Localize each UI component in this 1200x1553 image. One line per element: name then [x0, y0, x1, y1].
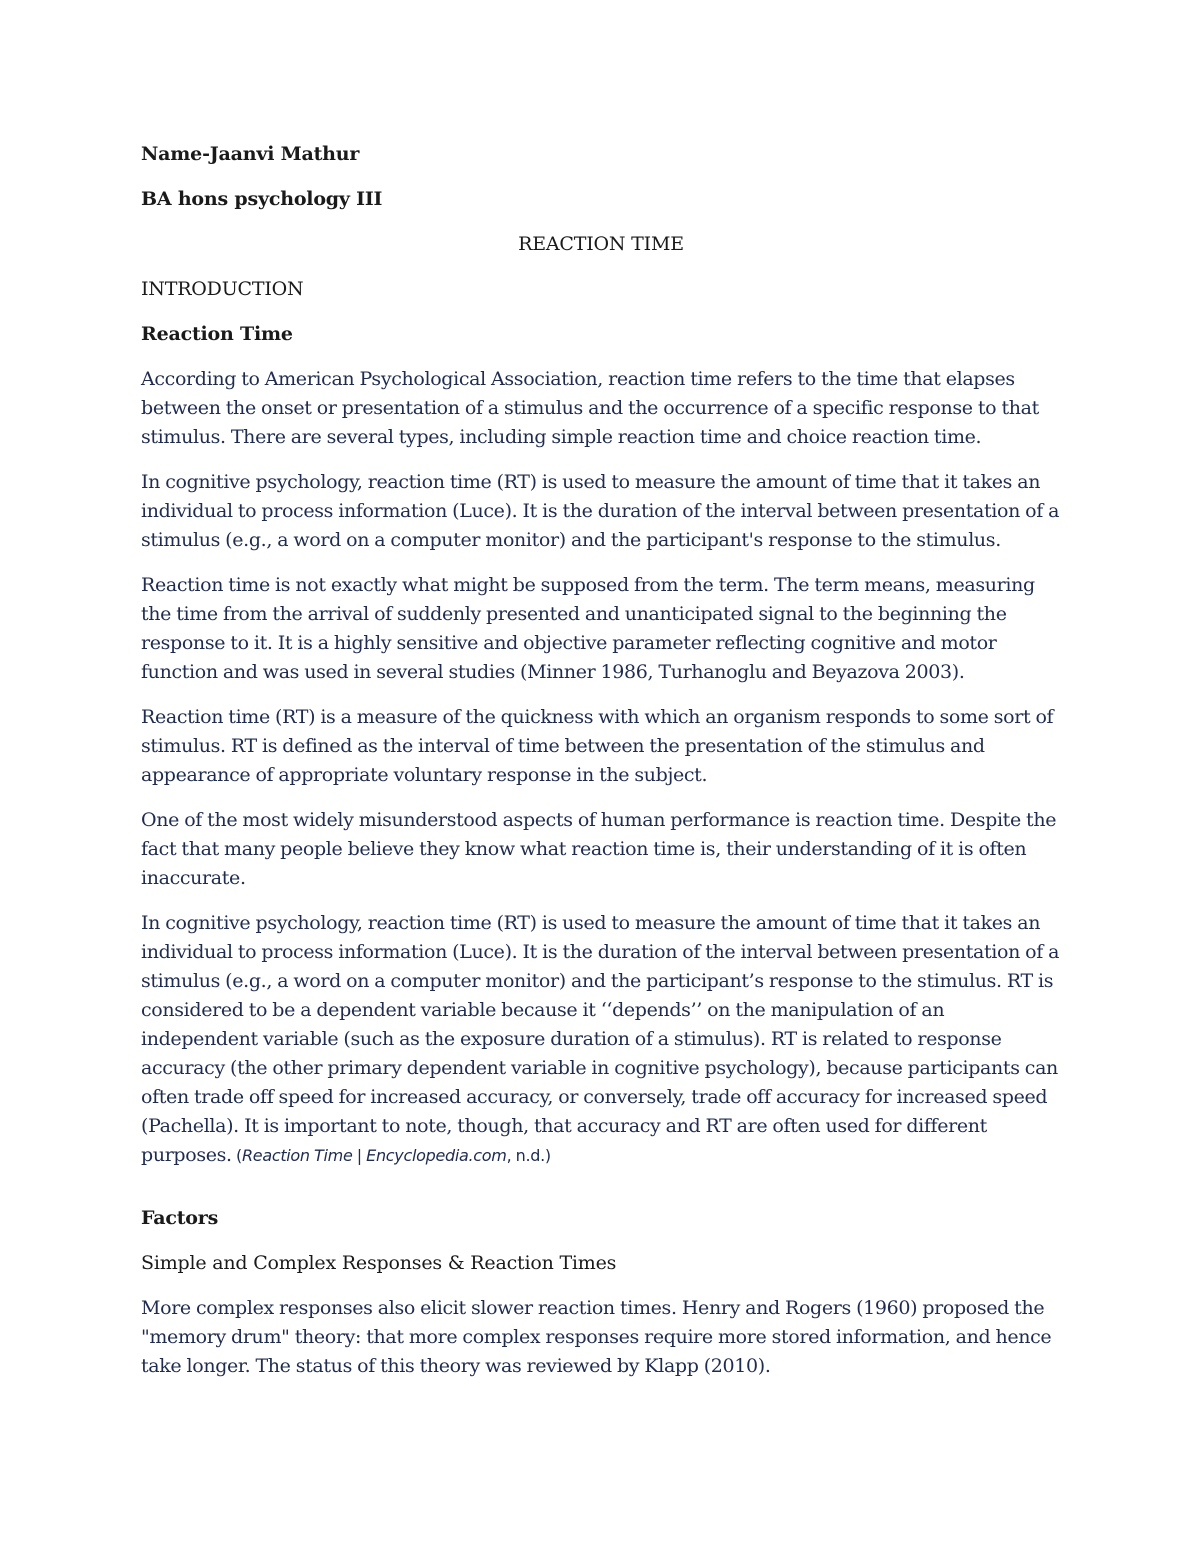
document-page [141, 140, 1061, 1397]
subheading-reaction-time: Reaction Time [141, 323, 293, 345]
document-title: REACTION TIME [518, 233, 684, 255]
subheading-simple-complex: Simple and Complex Responses & Reaction Times [141, 1252, 617, 1274]
citation-source: Reaction Time | Encyclopedia.com [241, 1146, 507, 1165]
intro-paragraph: Reaction time is not exactly what might be supposed from the term. The term means, measuring the time from the arrival of suddenly presented and unanticipated signal to the beginning the response to it. It is a highly sensitive and objective parameter reflecting cognitive and motor function and was used in several studies (Minner 1986, Turhanoglu and Beyazova 2003). [141, 574, 1035, 683]
section-heading-factors: Factors [141, 1207, 219, 1229]
section-heading-introduction: INTRODUCTION [141, 278, 304, 300]
student-name: Name-Jaanvi Mathur [141, 143, 360, 165]
citation-open: ( [231, 1146, 242, 1165]
citation [232, 1146, 551, 1165]
section-spacer [141, 1186, 1061, 1204]
intro-paragraph: One of the most widely misunderstood aspects of human performance is reaction time. Despite the fact that many people believe they know what reaction time is, their understanding of it is often inaccurate. [141, 809, 1057, 889]
long-paragraph-text: In cognitive psychology, reaction time (RT) is used to measure the amount of time that it takes an individual to process information (Luce). It is the duration of the interval between presentation of a stimulus (e.g., a word on a computer monitor) and the participant’s response to the stimulus. RT is considered to be a dependent variable because it ‘‘depends’’ on the manipulation of an independent variable (such as the exposure duration of a stimulus). RT is related to response accuracy (the other primary dependent variable in cognitive psychology), because participants can often trade off speed for increased accuracy, or conversely, trade off accuracy for increased speed (Pachella). It is important to note, though, that accuracy and RT are often used for different purposes. [141, 912, 1060, 1166]
intro-paragraph: Reaction time (RT) is a measure of the quickness with which an organism responds to some sort of stimulus. RT is defined as the interval of time between the presentation of the stimulus and appearance of appropriate voluntary response in the subject. [141, 706, 1054, 786]
intro-paragraph: In cognitive psychology, reaction time (RT) is used to measure the amount of time that it takes an individual to process information (Luce). It is the duration of the interval between presentation of a stimulus (e.g., a word on a computer monitor) and the participant's response to the stimulus. [141, 471, 1060, 551]
citation-tail: , n.d.) [506, 1146, 551, 1165]
course-name: BA hons psychology III [141, 188, 383, 210]
intro-paragraph-long [141, 909, 1061, 1170]
intro-paragraph: According to American Psychological Association, reaction time refers to the time that elapses between the onset or presentation of a stimulus and the occurrence of a specific response to that stimulus. There are several types, including simple reaction time and choice reaction time. [141, 368, 1039, 448]
factors-paragraph: More complex responses also elicit slower reaction times. Henry and Rogers (1960) proposed the "memory drum" theory: that more complex responses require more stored information, and hence take longer. The status of this theory was reviewed by Klapp (2010). [141, 1297, 1052, 1377]
